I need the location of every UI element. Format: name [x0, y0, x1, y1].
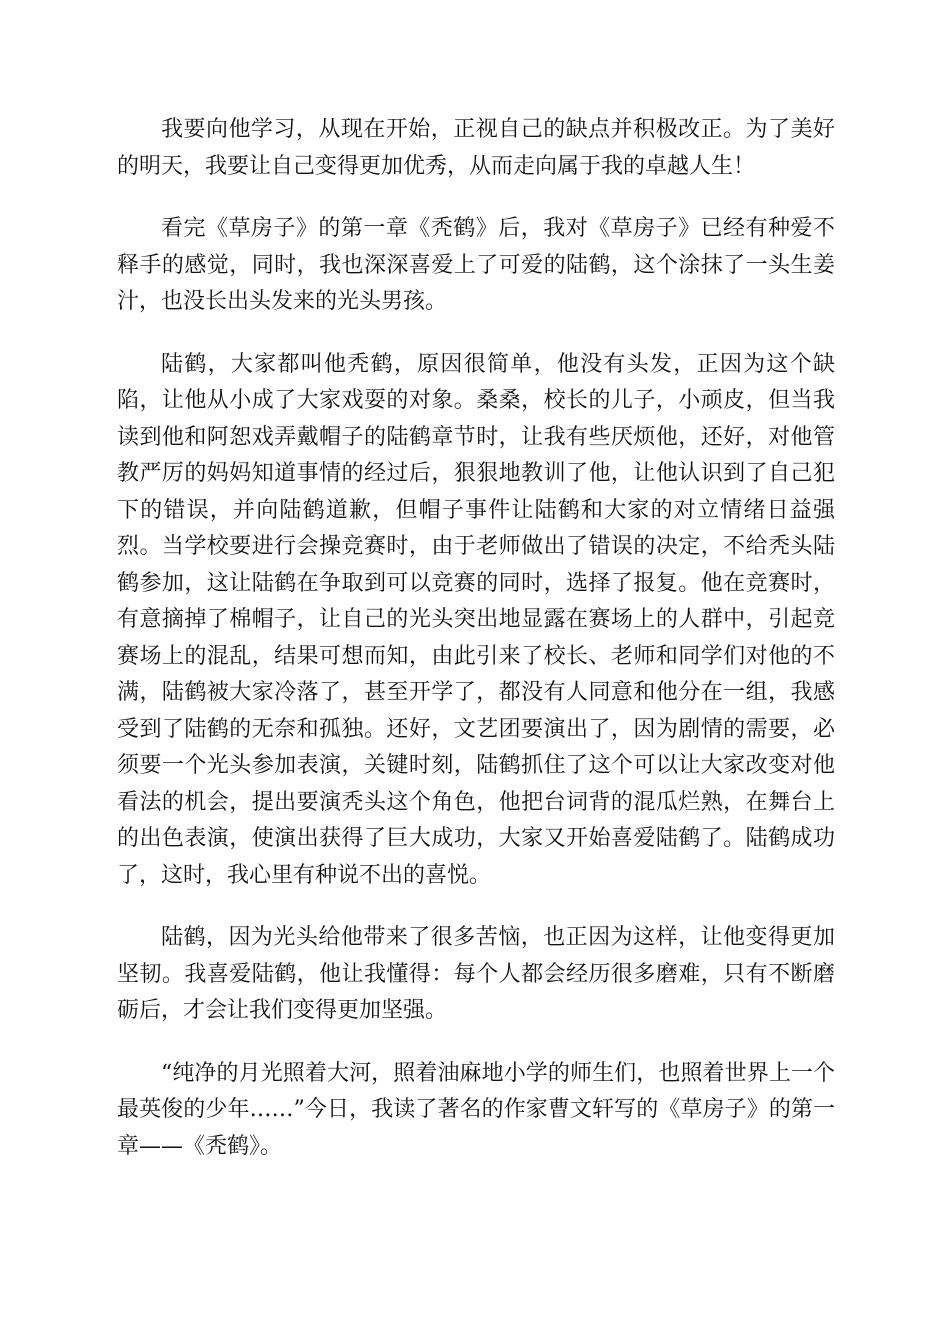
- paragraph-4: 陆鹤，因为光头给他带来了很多苦恼，也正因为这样，让他变得更加坚韧。我喜爱陆鹤，他让我懂得：每个人都会经历很多磨难，只有不断磨砺后，才会让我们变得更加坚强。: [117, 925, 835, 1023]
- paragraph-1: 我要向他学习，从现在开始，正视自己的缺点并积极改正。为了美好的明天，我要让自己变得更加优秀，从而走向属于我的卓越人生！: [117, 117, 835, 179]
- paragraph-3: 陆鹤，大家都叫他秃鹤，原因很简单，他没有头发，正因为这个缺陷，让他从小成了大家戏耍的对象。桑桑，校长的儿子，小顽皮，但当我读到他和阿恕戏弄戴帽子的陆鹤章节时，让我有些厌烦他，还好，对他管教严厉的妈妈知道事情的经过后，狠狠地教训了他，让他认识到了自己犯下的错误，并向陆鹤道歉，但帽子事件让陆鹤和大家的对立情绪日益强烈。当学校要进行会操竞赛时，由于老师做出了错误的决定，不给秃头陆鹤参加，这让陆鹤在争取到可以竞赛的同时，选择了报复。他在竞赛时，有意摘掉了棉帽子，让自己的光头突出地显露在赛场上的人群中，引起竞赛场上的混乱，结果可想而知，由此引来了校长、老师和同学们对他的不满，陆鹤被大家冷落了，甚至开学了，都没有人同意和他分在一组，我感受到了陆鹤的无奈和孤独。还好，文艺团要演出了，因为剧情的需要，必须要一个光头参加表演，关键时刻，陆鹤抓住了这个可以让大家改变对他看法的机会，提出要演秃头这个角色，他把台词背的混瓜烂熟，在舞台上的出色表演，使演出获得了巨大成功，大家又开始喜爱陆鹤了。陆鹤成功了，这时，我心里有种说不出的喜悦。: [117, 351, 835, 888]
- paragraph-5: “纯净的月光照着大河，照着油麻地小学的师生们，也照着世界上一个最英俊的少年……”今日，我读了著名的作家曹文轩写的《草房子》的第一章——《秃鹤》。: [117, 1060, 835, 1159]
- paragraph-2: 看完《草房子》的第一章《秃鹤》后，我对《草房子》已经有种爱不释手的感觉，同时，我也深深喜爱上了可爱的陆鹤，这个涂抹了一头生姜汁，也没长出头发来的光头男孩。: [117, 216, 835, 314]
- document-page: [117, 112, 835, 1191]
